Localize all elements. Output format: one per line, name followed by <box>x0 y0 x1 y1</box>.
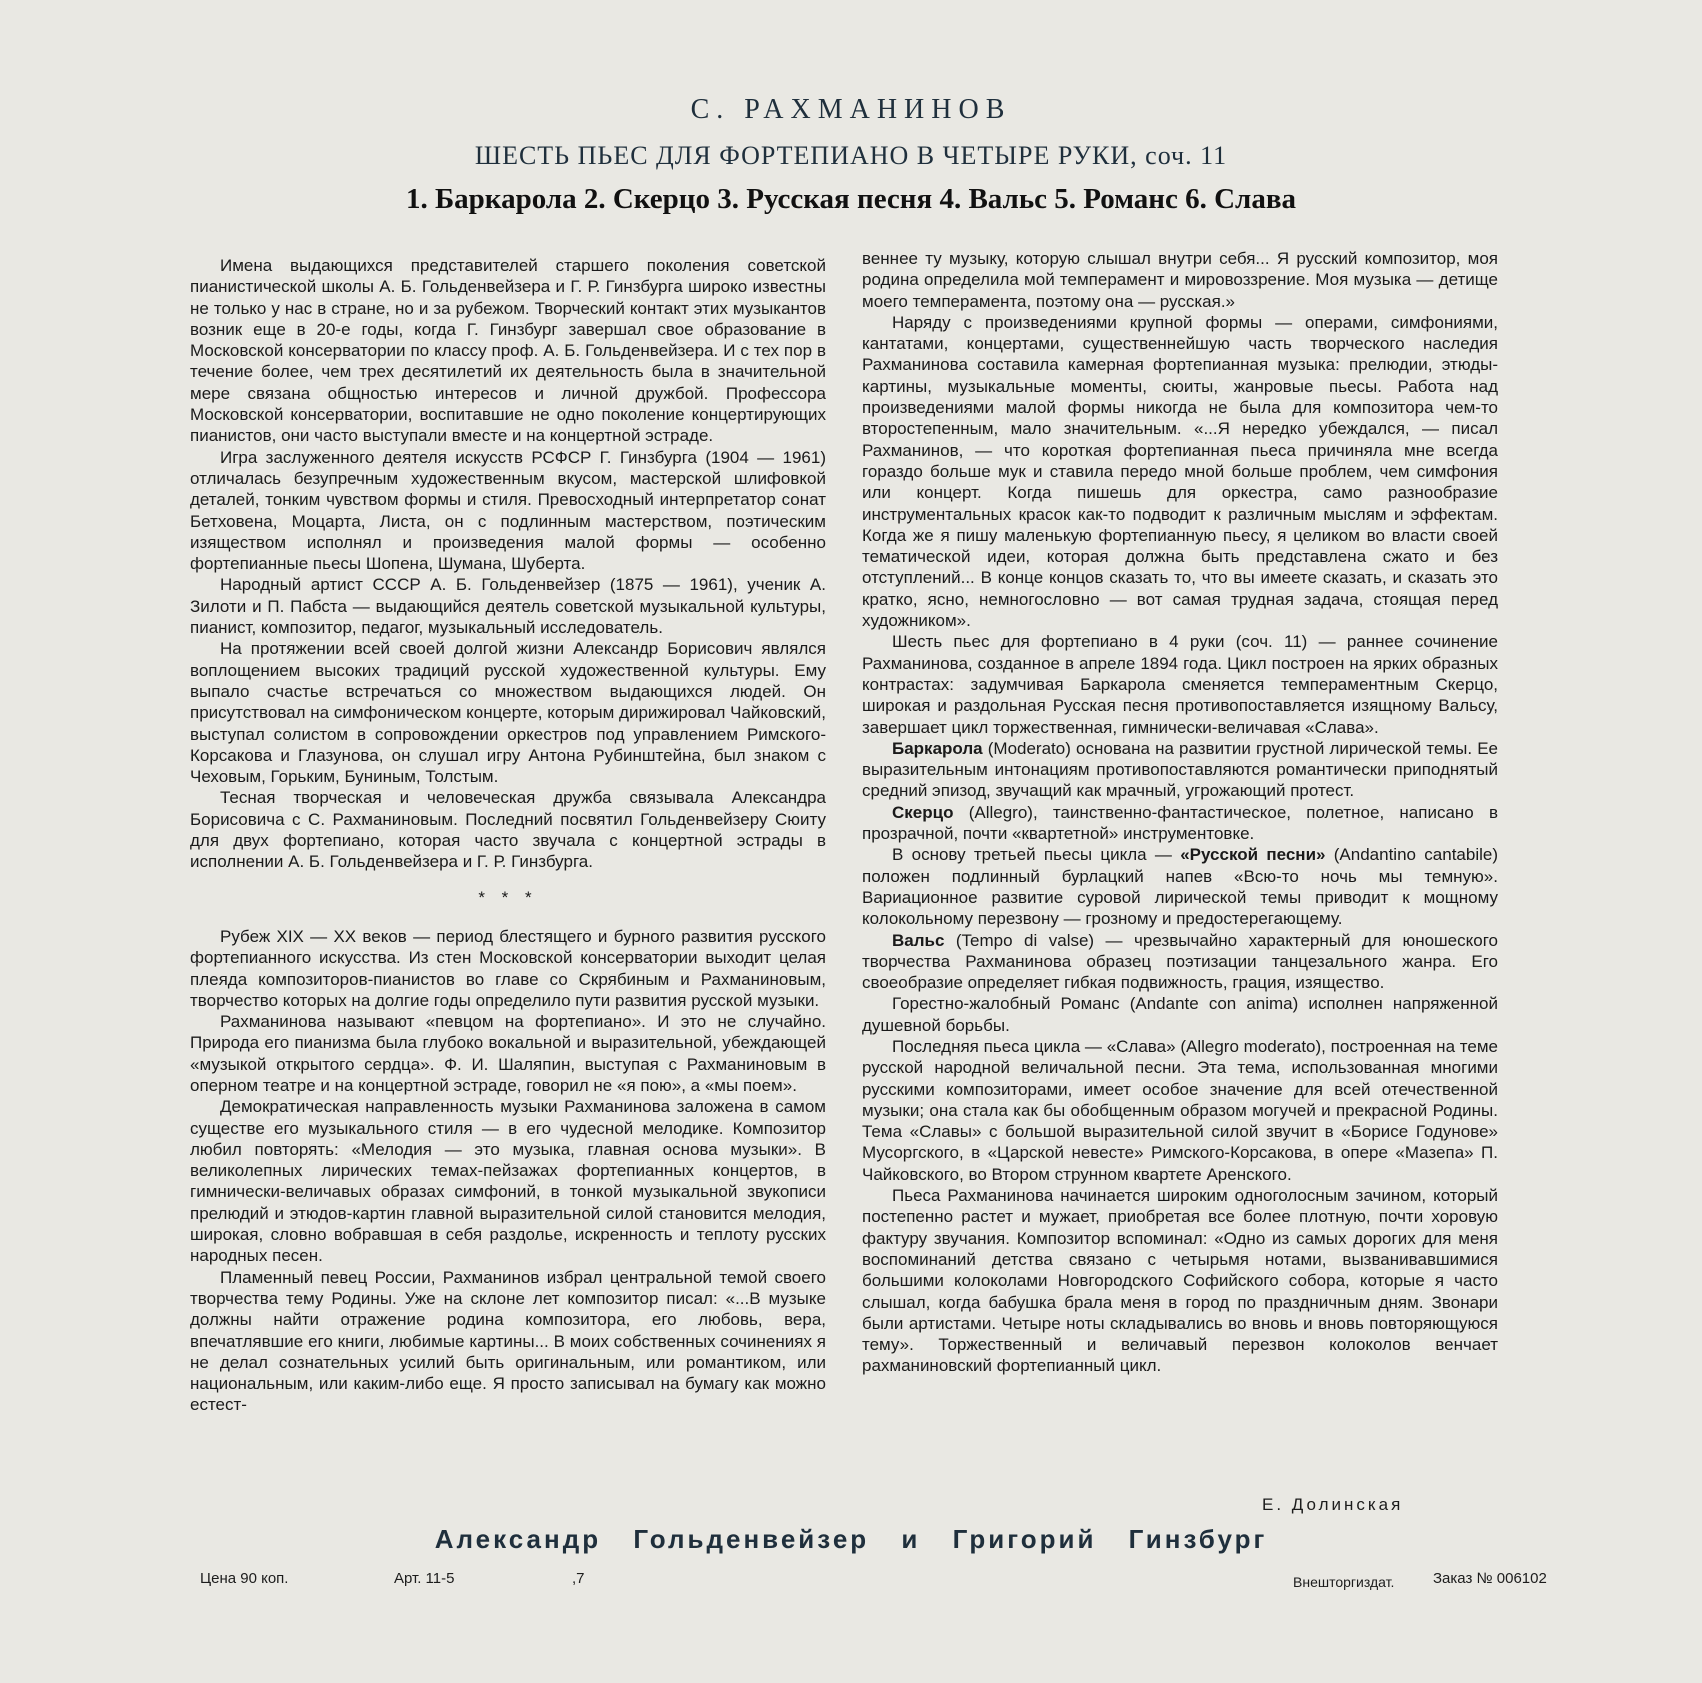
piece-list: 1. Баркарола 2. Скерцо 3. Русская песня 4. Вальс 5. Романс 6. Слава <box>406 183 1296 215</box>
paragraph: Демократическая направленность музыки Рахманинова заложена в самом существе его музыкального стиля — в его чудесной мелодике. Композитор любил повторять: «Мелодия — это музыка, главная основа музыки». В великолепных лирических темах-пейзажах фортепианных концертов, в гимнически-величавых образах симфоний, в тонкой музыкальной звукописи прелюдий и этюдов-картин главной выразительной силой становится мелодия, широкая, словно вобравшая в себя раздолье, искренность и теплоту русских народных песен. <box>190 1097 826 1266</box>
performers: Александр Гольденвейзер и Григорий Гинзбург <box>434 1524 1268 1554</box>
paragraph-text: (Allegro), таинственно-фантастическое, полетное, написано в прозрачной, почти «квартетной» инструментовке. <box>862 802 1498 844</box>
keyword: Вальс <box>892 930 945 950</box>
keyword: «Русской песни» <box>1180 845 1326 865</box>
right-column <box>862 248 1498 1377</box>
paragraph: Наряду с произведениями крупной формы — операми, симфониями, кантатами, концертами, существеннейшую часть творческого наследия Рахманинова составила камерная фортепианная музыка: прелюдии, этюды-картины, музыкальные моменты, сюиты, жанровые пьесы. Работа над произведениями малой формы никогда не была для композитора чем-то второстепенным, мало значительным. «...Я нередко убеждался, — писал Рахманинов, — что короткая фортепианная пьеса причиняла мне всегда гораздо больше мук и ставила передо мной больше проблем, чем симфония или концерт. Когда пишешь для оркестра, само разнообразие инструментальных красок как-то подводит к различным мыслям и эффектам. Когда же я пишу маленькую фортепианную пьесу, я целиком во власти своей тематической идеи, которая должна быть представлена сжато и без отступлений... В конце концов сказать то, что вы имеете сказать, и сказать это кратко, ясно, немногословно — вот самая трудная задача, стоящая перед художником». <box>862 312 1498 631</box>
paragraph: Тесная творческая и человеческая дружба связывала Александра Борисовича с С. Рахманиновым. Последний посвятил Гольденвейзеру Сюиту для двух фортепиано, которая часто звучала с концертной эстрады в исполнении А. Б. Гольденвейзера и Г. Р. Гинзбурга. <box>190 788 826 872</box>
paragraph: Горестно-жалобный Романс (Andante con anima) исполнен напряженной душевной борьбы. <box>862 994 1498 1035</box>
keyword: Скерцо <box>892 802 954 822</box>
paragraph-text: (Andantino cantabile) положен подлинный бурлацкий напев «Всю-то ночь мы темную». Вариационное развитие суровой лирической темы приводит к мощному колокольному перезвону — грозному и предостерегающему. <box>862 845 1498 929</box>
paragraph-russian-song <box>862 844 1498 929</box>
order-number: Заказ № 006102 <box>1433 1570 1547 1587</box>
paragraph: Рахманинова называют «певцом на фортепиано». И это не случайно. Природа его пианизма была глубоко вокальной и выразительной, убеждающей «музыкой открытого сердца». Ф. И. Шаляпин, выступая с Рахманиновым в оперном театре и на концертной эстраде, говорил не «я пою», а «мы поем». <box>190 1012 826 1095</box>
keyword: Баркарола <box>892 738 983 758</box>
paragraph: Имена выдающихся представителей старшего поколения советской пианистической школы А. Б. Гольденвейзера и Г. Р. Гинзбурга широко известны не только у нас в стране, но и за рубежом. Творческий контакт этих музыкантов возник еще в 20-е годы, когда Г. Гинзбург завершал свое образование в Московской консерватории по классу проф. А. Б. Гольденвейзера. И с тех пор в течение более, чем трех десятилетий их деятельность была в значительной мере связана общностью интересов и личной дружбой. Профессора Московской консерватории, воспитавшие не одно поколение концертирующих пианистов, они часто выступали вместе и на концертной эстраде. <box>190 256 826 446</box>
paragraph: На протяжении всей своей долгой жизни Александр Борисович являлся воплощением высоких традиций русской художественной культуры. Ему выпало счастье встречаться со множеством выдающихся людей. Он присутствовал на симфоническом концерте, которым дирижировал Чайковский, выступал солистом в сопровождении оркестров под управлением Римского-Корсакова и Глазунова, он слушал игру Антона Рубинштейна, был знаком с Чеховым, Горьким, Буниным, Толстым. <box>190 639 826 787</box>
paragraph: Пьеса Рахманинова начинается широким одноголосным зачином, который постепенно растет и мужает, приобретая все более плотную, почти хоровую фактуру звучания. Композитор вспоминал: «Одно из самых дорогих для меня воспоминаний детства связано с четырьмя нотами, вызванивавшимися большими колоколами Новгородского Софийского собора, которые я часто слышал, когда бабушка брала меня в город по праздничным дням. Звонари были артистами. Четыре ноты складывались во вновь и вновь повторяющуюся тему». Торжественный и величавый перезвон колоколов венчает рахманиновский фортепианный цикл. <box>862 1186 1498 1376</box>
paragraph: Игра заслуженного деятеля искусств РСФСР Г. Гинзбурга (1904 — 1961) отличалась безупречным художественным вкусом, мастерской шлифовкой деталей, тонким чувством формы и стиля. Превосходный интерпретатор сонат Бетховена, Моцарта, Листа, он с подлинным мастерством, поэтическим изяществом исполнял и произведения малой формы — особенно фортепианные пьесы Шопена, Шумана, Шуберта. <box>190 447 826 574</box>
paragraph: веннее ту музыку, которую слышал внутри себя... Я русский композитор, моя родина определила мой темперамент и мировоззрение. Моя музыка — детище моего темперамента, поэтому она — русская.» <box>862 249 1498 311</box>
publisher: Внешторгиздат. <box>1293 1574 1395 1590</box>
paragraph: Шесть пьес для фортепиано в 4 руки (соч. 11) — раннее сочинение Рахманинова, созданное в апреле 1894 года. Цикл построен на ярких образных контрастах: задумчивая Баркарола сменяется темпераментным Скерцо, широкая и раздольная Русская песня противопоставляется изящному Вальсу, завершает цикл торжественная, гимнически-величавая «Слава». <box>862 632 1498 737</box>
author-signature: Е. Долинская <box>1262 1495 1404 1514</box>
paragraph: Народный артист СССР А. Б. Гольденвейзер (1875 — 1961), ученик А. Зилоти и П. Пабста — выдающийся деятель советской музыкальной культуры, пианист, композитор, педагог, музыкальный исследователь. <box>190 575 826 638</box>
paragraph-text: (Tempo di valse) — чрезвычайно характерный для юношеского творчества Рахманинова образец поэтизации танцезального жанра. Его своеобразие определяет гибкая подвижность, грация, изящество. <box>862 930 1498 993</box>
paragraph-text: (Moderato) основана на развитии грустной лирической темы. Ее выразительным интонациям противопоставляются романтически приподнятый средний эпизод, звучащий как мрачный, угрожающий протест. <box>862 738 1498 801</box>
price: Цена 90 коп. <box>200 1570 289 1587</box>
work-title: ШЕСТЬ ПЬЕС ДЛЯ ФОРТЕПИАНО В ЧЕТЫРЕ РУКИ, соч. 11 <box>474 141 1228 170</box>
article-number: Арт. 11-5 <box>394 1570 455 1587</box>
paragraph-waltz <box>862 930 1498 994</box>
paragraph-text: В основу третьей пьесы цикла — <box>892 845 1181 865</box>
left-column <box>190 255 826 1416</box>
paragraph: Рубеж XIX — XX веков — период блестящего и бурного развития русского фортепианного искусства. Из стен Московской консерватории выходит целая плеяда композиторов-пианистов во главе со Скрябиным и Рахманиновым, творчество которых на долгие годы определило пути развития русской музыки. <box>190 926 826 1010</box>
section-divider: * * * <box>478 887 538 907</box>
composer-name: С. РАХМАНИНОВ <box>690 94 1012 125</box>
paragraph-barcarolle <box>862 738 1498 802</box>
paragraph: Пламенный певец России, Рахманинов избрал центральной темой своего творчества тему Родины. Уже на склоне лет композитор писал: «...В музыке должны найти отражение родина композитора, его любовь, вера, впечатлявшие его книги, любимые картины... В моих собственных сочинениях я не делал сознательных усилий быть оригинальным, или романтиком, или национальным, или каким-либо еще. Я просто записывал на бумагу как можно естест- <box>190 1267 826 1415</box>
paragraph: Последняя пьеса цикла — «Слава» (Allegro moderato), построенная на теме русской народной величальной песни. Эта тема, использованная многими русскими композиторами, имеет особое значение для всей отечественной музыки; она стала как бы обобщенным образом могучей и прекрасной Родины. Тема «Славы» с большой выразительной силой звучит в «Борисе Годунове» Мусоргского, в «Царской невесте» Римского-Корсакова, в опере «Мазепа» П. Чайковского, во Втором струнном квартете Аренского. <box>862 1036 1498 1184</box>
side-number: ,7 <box>572 1570 585 1587</box>
paragraph-scherzo <box>862 802 1498 845</box>
